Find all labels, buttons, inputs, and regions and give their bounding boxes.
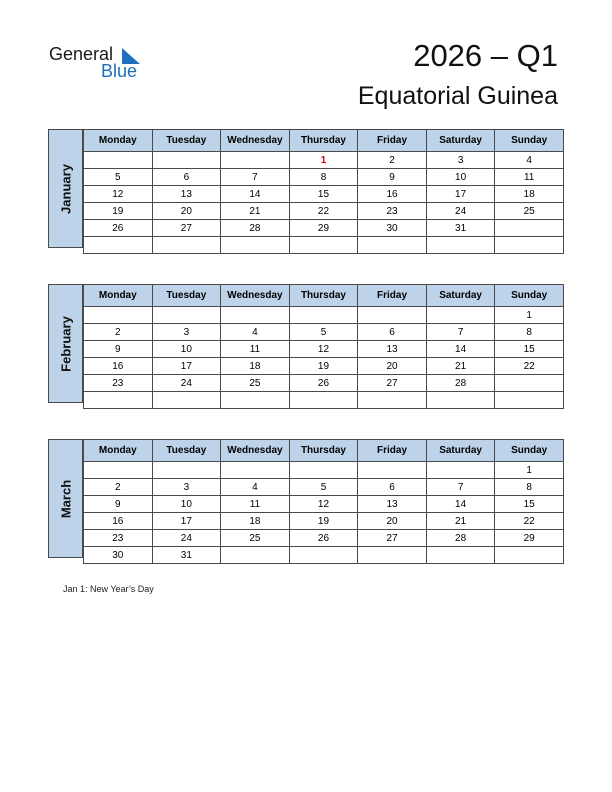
day-cell: 10 <box>152 341 221 358</box>
day-cell: 31 <box>152 547 221 564</box>
day-cell: 27 <box>152 220 221 237</box>
weekday-header: Wednesday <box>221 285 290 307</box>
month-calendar-march <box>48 439 564 561</box>
day-cell: 14 <box>426 496 495 513</box>
day-cell <box>289 547 358 564</box>
weekday-header: Wednesday <box>221 440 290 462</box>
weekday-header: Sunday <box>495 440 564 462</box>
weekday-header: Saturday <box>426 130 495 152</box>
week-row <box>84 237 564 254</box>
day-cell: 2 <box>358 152 427 169</box>
day-cell: 12 <box>84 186 153 203</box>
day-cell <box>358 547 427 564</box>
weekday-header: Monday <box>84 440 153 462</box>
weekday-header: Thursday <box>289 285 358 307</box>
day-cell: 3 <box>152 324 221 341</box>
generalblue-logo <box>49 44 159 84</box>
weekday-header: Thursday <box>289 440 358 462</box>
day-cell: 12 <box>289 496 358 513</box>
day-cell <box>221 462 290 479</box>
day-cell: 21 <box>426 358 495 375</box>
weekday-header-row <box>84 440 564 462</box>
week-row <box>84 358 564 375</box>
day-cell: 16 <box>358 186 427 203</box>
weekday-header: Monday <box>84 285 153 307</box>
day-cell: 10 <box>152 496 221 513</box>
day-cell: 28 <box>221 220 290 237</box>
day-cell: 28 <box>426 530 495 547</box>
day-cell: 4 <box>221 479 290 496</box>
day-cell <box>221 392 290 409</box>
weekday-header: Tuesday <box>152 285 221 307</box>
day-cell: 21 <box>426 513 495 530</box>
month-name: March <box>58 479 73 518</box>
day-cell: 28 <box>426 375 495 392</box>
day-cell <box>221 547 290 564</box>
day-cell: 22 <box>495 513 564 530</box>
day-cell: 6 <box>152 169 221 186</box>
day-cell: 26 <box>289 530 358 547</box>
day-cell: 26 <box>289 375 358 392</box>
day-cell: 7 <box>426 324 495 341</box>
day-cell <box>426 547 495 564</box>
week-row <box>84 220 564 237</box>
day-cell: 13 <box>358 496 427 513</box>
day-cell <box>289 462 358 479</box>
day-cell <box>426 307 495 324</box>
day-cell <box>495 237 564 254</box>
day-cell: 31 <box>426 220 495 237</box>
day-cell: 11 <box>495 169 564 186</box>
day-cell: 25 <box>495 203 564 220</box>
day-cell: 26 <box>84 220 153 237</box>
day-cell: 29 <box>289 220 358 237</box>
day-cell: 7 <box>221 169 290 186</box>
day-cell: 27 <box>358 530 427 547</box>
weekday-header: Tuesday <box>152 440 221 462</box>
month-calendar-february <box>48 284 564 403</box>
day-cell: 29 <box>495 530 564 547</box>
day-cell <box>358 307 427 324</box>
day-cell: 30 <box>358 220 427 237</box>
day-cell <box>495 392 564 409</box>
day-cell: 1 <box>289 152 358 169</box>
day-cell: 9 <box>358 169 427 186</box>
week-row <box>84 169 564 186</box>
day-cell <box>84 152 153 169</box>
week-row <box>84 496 564 513</box>
week-row <box>84 186 564 203</box>
day-cell: 18 <box>221 513 290 530</box>
day-cell: 6 <box>358 479 427 496</box>
day-cell: 25 <box>221 375 290 392</box>
day-cell <box>84 237 153 254</box>
day-cell <box>152 237 221 254</box>
weekday-header: Friday <box>358 130 427 152</box>
day-cell: 11 <box>221 341 290 358</box>
day-cell: 5 <box>289 324 358 341</box>
day-cell <box>426 462 495 479</box>
day-cell: 3 <box>426 152 495 169</box>
day-cell <box>221 307 290 324</box>
week-row <box>84 152 564 169</box>
calendar-table <box>83 284 564 409</box>
day-cell: 24 <box>426 203 495 220</box>
day-cell: 20 <box>152 203 221 220</box>
month-label <box>48 129 83 248</box>
weekday-header: Saturday <box>426 285 495 307</box>
day-cell: 9 <box>84 496 153 513</box>
day-cell <box>289 307 358 324</box>
day-cell: 17 <box>152 358 221 375</box>
day-cell: 30 <box>84 547 153 564</box>
weekday-header: Friday <box>358 440 427 462</box>
day-cell: 3 <box>152 479 221 496</box>
day-cell: 17 <box>152 513 221 530</box>
day-cell: 25 <box>221 530 290 547</box>
day-cell: 6 <box>358 324 427 341</box>
day-cell <box>426 237 495 254</box>
page-title: 2026 – Q1 <box>413 38 558 73</box>
day-cell <box>221 152 290 169</box>
day-cell <box>152 392 221 409</box>
day-cell: 21 <box>221 203 290 220</box>
day-cell: 20 <box>358 358 427 375</box>
day-cell: 11 <box>221 496 290 513</box>
month-label <box>48 284 83 403</box>
day-cell <box>152 462 221 479</box>
day-cell <box>495 375 564 392</box>
day-cell: 15 <box>495 496 564 513</box>
day-cell: 14 <box>426 341 495 358</box>
day-cell: 1 <box>495 462 564 479</box>
day-cell <box>358 237 427 254</box>
day-cell <box>152 307 221 324</box>
weekday-header: Thursday <box>289 130 358 152</box>
day-cell: 7 <box>426 479 495 496</box>
day-cell <box>426 392 495 409</box>
day-cell: 2 <box>84 479 153 496</box>
weekday-header: Friday <box>358 285 427 307</box>
day-cell: 2 <box>84 324 153 341</box>
weekday-header-row <box>84 285 564 307</box>
day-cell: 15 <box>495 341 564 358</box>
week-row <box>84 341 564 358</box>
day-cell: 18 <box>495 186 564 203</box>
day-cell <box>495 547 564 564</box>
day-cell: 17 <box>426 186 495 203</box>
week-row <box>84 547 564 564</box>
logo-blue-text: Blue <box>101 61 138 81</box>
week-row <box>84 324 564 341</box>
week-row <box>84 392 564 409</box>
week-row <box>84 307 564 324</box>
week-row <box>84 375 564 392</box>
week-row <box>84 530 564 547</box>
day-cell <box>289 392 358 409</box>
weekday-header: Wednesday <box>221 130 290 152</box>
week-row <box>84 203 564 220</box>
day-cell: 1 <box>495 307 564 324</box>
month-name: January <box>58 163 73 214</box>
day-cell: 4 <box>495 152 564 169</box>
week-row <box>84 479 564 496</box>
day-cell: 9 <box>84 341 153 358</box>
day-cell: 13 <box>358 341 427 358</box>
day-cell: 22 <box>289 203 358 220</box>
day-cell: 27 <box>358 375 427 392</box>
day-cell <box>358 392 427 409</box>
day-cell: 8 <box>495 324 564 341</box>
logo-general-text: General <box>49 44 114 64</box>
day-cell: 19 <box>289 358 358 375</box>
day-cell: 19 <box>289 513 358 530</box>
weekday-header: Monday <box>84 130 153 152</box>
weekday-header-row <box>84 130 564 152</box>
day-cell: 8 <box>289 169 358 186</box>
week-row <box>84 513 564 530</box>
week-row <box>84 462 564 479</box>
day-cell: 15 <box>289 186 358 203</box>
day-cell: 18 <box>221 358 290 375</box>
weekday-header: Sunday <box>495 130 564 152</box>
day-cell <box>289 237 358 254</box>
day-cell: 19 <box>84 203 153 220</box>
day-cell: 5 <box>289 479 358 496</box>
day-cell: 23 <box>84 375 153 392</box>
day-cell: 24 <box>152 375 221 392</box>
day-cell: 16 <box>84 513 153 530</box>
day-cell: 4 <box>221 324 290 341</box>
day-cell <box>84 392 153 409</box>
day-cell: 13 <box>152 186 221 203</box>
month-name: February <box>58 315 73 372</box>
day-cell: 10 <box>426 169 495 186</box>
weekday-header: Saturday <box>426 440 495 462</box>
day-cell <box>358 462 427 479</box>
day-cell: 16 <box>84 358 153 375</box>
day-cell <box>84 307 153 324</box>
day-cell <box>221 237 290 254</box>
day-cell: 5 <box>84 169 153 186</box>
calendar-table <box>83 439 564 564</box>
month-calendar-january <box>48 129 564 248</box>
holiday-note: Jan 1: New Year’s Day <box>63 584 154 594</box>
day-cell: 12 <box>289 341 358 358</box>
day-cell: 23 <box>358 203 427 220</box>
day-cell: 24 <box>152 530 221 547</box>
country-name: Equatorial Guinea <box>357 82 558 110</box>
day-cell <box>495 220 564 237</box>
day-cell: 23 <box>84 530 153 547</box>
day-cell: 14 <box>221 186 290 203</box>
day-cell: 22 <box>495 358 564 375</box>
month-label <box>48 439 83 558</box>
day-cell <box>152 152 221 169</box>
weekday-header: Tuesday <box>152 130 221 152</box>
day-cell: 8 <box>495 479 564 496</box>
day-cell: 20 <box>358 513 427 530</box>
calendar-table <box>83 129 564 254</box>
weekday-header: Sunday <box>495 285 564 307</box>
day-cell <box>84 462 153 479</box>
